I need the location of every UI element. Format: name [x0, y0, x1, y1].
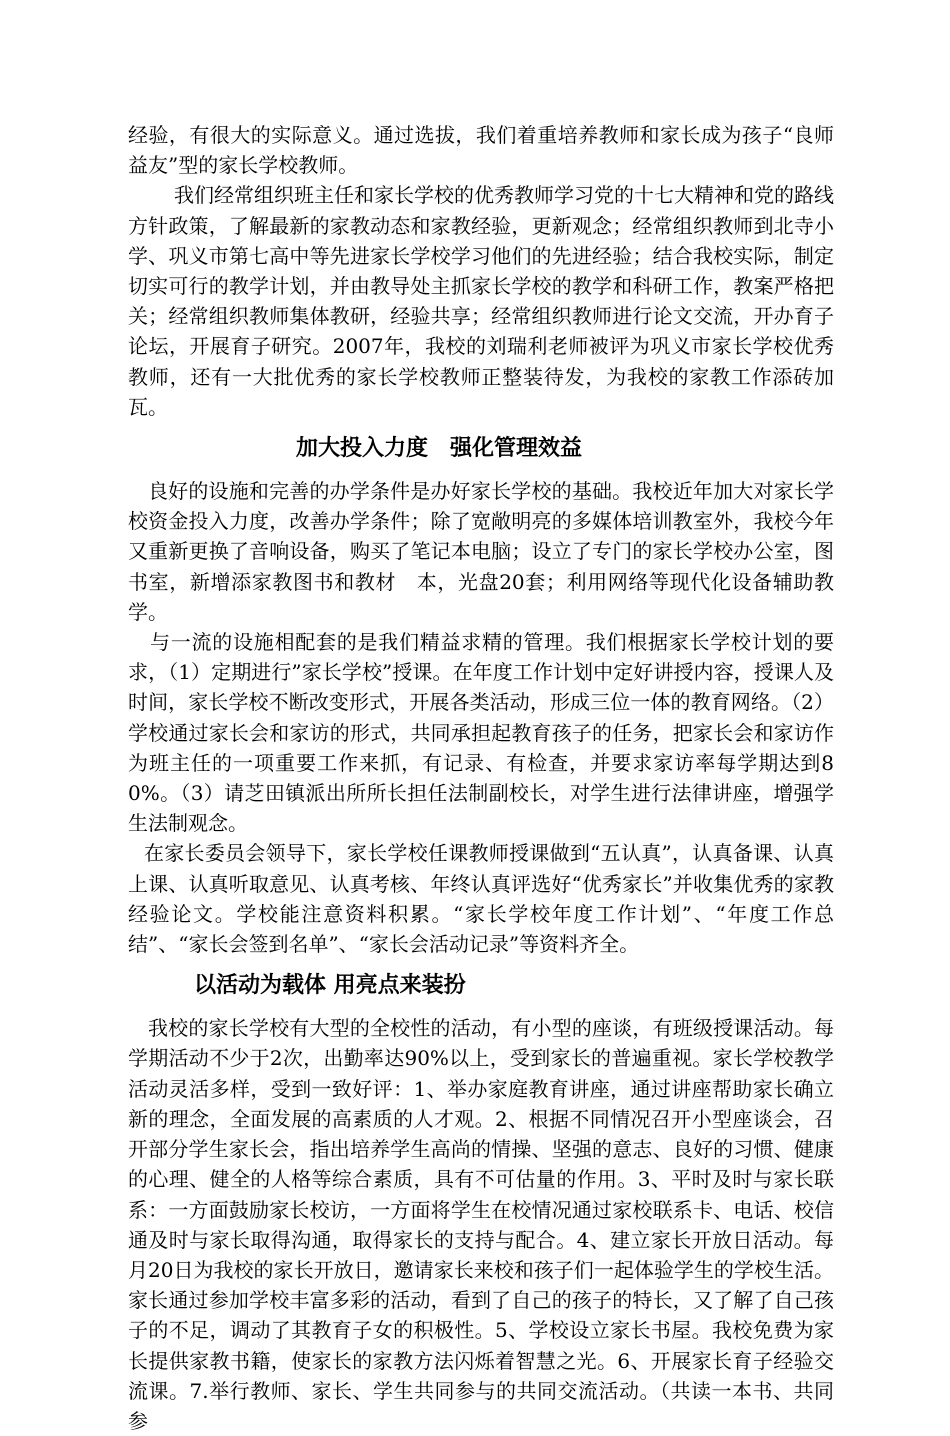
- section-heading: 以活动为载体 用亮点来装扮: [194, 973, 466, 999]
- paragraph: 在家长委员会领导下，家长学校任课教师授课做到“五认真”，认真备课、认真上课、认真听取意见、认真考核、年终认真评选好“优秀家长”并收集优秀的家教经验论文。学校能注意资料积累。“家长学校年度工作计划”、“年度工作总结”、“家长会签到名单”、“家长会活动记录”等资料齐全。: [128, 841, 834, 957]
- paragraph: 我们经常组织班主任和家长学校的优秀教师学习党的十七大精神和党的路线方针政策，了解最新的家教动态和家教经验，更新观念；经常组织教师到北寺小学、巩义市第七高中等先进家长学校学习他们的先进经验；结合我校实际，制定切实可行的教学计划，并由教导处主抓家长学校的教学和科研工作，教案严格把关；经常组织教师集体教研，经验共享；经常组织教师进行论文交流，开办育子论坛，开展育子研究。2007年，我校的刘瑞利老师被评为巩义市家长学校优秀教师，还有一大批优秀的家长学校教师正整装待发，为我校的家教工作添砖加瓦。: [128, 183, 834, 419]
- paragraph: 经验，有很大的实际意义。通过选拔，我们着重培养教师和家长成为孩子“良师益友”型的家长学校教师。: [128, 123, 834, 178]
- paragraph: 与一流的设施相配套的是我们精益求精的管理。我们根据家长学校计划的要求，（1）定期进行”家长学校”授课。在年度工作计划中定好讲授内容，授课人及时间，家长学校不断改变形式，开展各类活动，形成三位一体的教育网络。（2）学校通过家长会和家访的形式，共同承担起教育孩子的任务，把家长会和家访作为班主任的一项重要工作来抓，有记录、有检查，并要求家访率每学期达到80%。（3）请芝田镇派出所所长担任法制副校长，对学生进行法律讲座，增强学生法制观念。: [128, 630, 834, 836]
- section-heading: 加大投入力度 强化管理效益: [296, 436, 583, 462]
- document-page: [128, 120, 834, 1436]
- paragraph: 良好的设施和完善的办学条件是办好家长学校的基础。我校近年加大对家长学校资金投入力度，改善办学条件；除了宽敞明亮的多媒体培训教室外，我校今年又重新更换了音响设备，购买了笔记本电脑；设立了专门的家长学校办公室，图书室，新增添家教图书和教材 本，光盘20套；利用网络等现代化设备辅助教学。: [128, 479, 834, 624]
- paragraph: 我校的家长学校有大型的全校性的活动，有小型的座谈，有班级授课活动。每学期活动不少于2次，出勤率达90%以上，受到家长的普遍重视。家长学校教学活动灵活多样，受到一致好评：1、举办家庭教育讲座，通过讲座帮助家长确立新的理念，全面发展的高素质的人才观。2、根据不同情况召开小型座谈会，召开部分学生家长会，指出培养学生高尚的情操、坚强的意志、良好的习惯、健康的心理、健全的人格等综合素质，具有不可估量的作用。3、平时及时与家长联系：一方面鼓励家长校访，一方面将学生在校情况通过家校联系卡、电话、校信通及时与家长取得沟通，取得家长的支持与配合。4、建立家长开放日活动。每月20日为我校的家长开放日，邀请家长来校和孩子们一起体验学生的学校生活。家长通过参加学校丰富多彩的活动，看到了自己的孩子的特长，又了解了自己孩子的不足，调动了其教育子女的积极性。5、学校设立家长书屋。我校免费为家长提供家教书籍，使家长的家教方法闪烁着智慧之光。6、开展家长育子经验交流课。7.举行教师、家长、学生共同参与的共同交流活动。（共读一本书、共同参: [128, 1016, 834, 1433]
